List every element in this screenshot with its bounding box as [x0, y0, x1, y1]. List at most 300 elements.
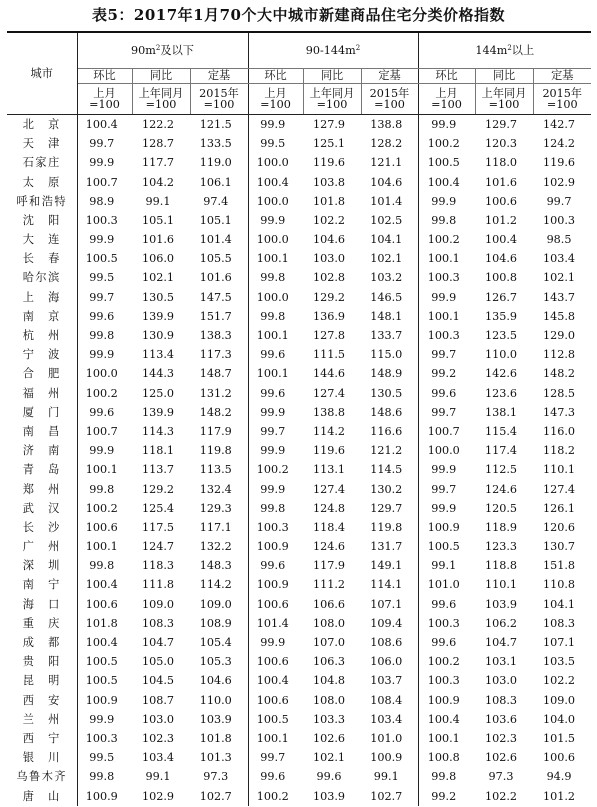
value-cell: 105.4 [199, 636, 232, 650]
value-cell: 99.6 [316, 770, 342, 784]
city-cell: 天 津 [7, 134, 77, 153]
value-cell: 101.5 [543, 731, 576, 745]
value-cell: 100.5 [248, 710, 303, 729]
value-cell: 117.5 [141, 520, 175, 534]
value-cell: 135.9 [485, 309, 518, 323]
table-row [7, 576, 591, 595]
value-cell: 117.4 [485, 444, 518, 458]
value-cell: 106.6 [313, 597, 346, 611]
value-cell: 104.1 [370, 233, 403, 247]
value-cell: 106.3 [313, 655, 346, 669]
value-cell: 104.6 [370, 175, 403, 189]
value-cell: 130.5 [370, 386, 403, 400]
value-cell: 99.7 [248, 422, 303, 441]
value-cell: 118.8 [485, 559, 518, 573]
value-cell: 104.6 [485, 252, 518, 266]
value-cell: 117.9 [199, 424, 232, 438]
value-cell: 100.6 [248, 652, 303, 671]
value-cell: 100.0 [418, 441, 475, 460]
subcol-header: 同比 [132, 69, 190, 84]
value-cell: 101.2 [485, 213, 518, 227]
value-cell: 111.8 [141, 578, 175, 592]
value-cell: 100.4 [248, 671, 303, 690]
base-header: 2015年 =100 [533, 84, 591, 115]
value-cell: 114.2 [199, 578, 232, 592]
value-cell: 100.6 [248, 691, 303, 710]
value-cell: 105.3 [199, 655, 232, 669]
value-cell: 103.6 [485, 712, 518, 726]
value-cell: 100.4 [248, 173, 303, 192]
value-cell: 99.7 [248, 748, 303, 767]
value-cell: 102.7 [370, 789, 403, 803]
value-cell: 126.1 [543, 501, 576, 515]
table-body [7, 115, 591, 806]
value-cell: 102.2 [485, 789, 518, 803]
value-cell: 99.9 [418, 288, 475, 307]
value-cell: 132.2 [199, 540, 232, 554]
value-cell: 103.0 [313, 252, 346, 266]
value-cell: 102.1 [313, 751, 346, 765]
value-cell: 99.6 [89, 309, 115, 323]
value-cell: 114.2 [313, 424, 346, 438]
value-cell: 99.6 [89, 405, 115, 419]
value-cell: 99.9 [418, 460, 475, 479]
value-cell: 102.9 [141, 789, 175, 803]
value-cell: 99.9 [248, 480, 303, 499]
value-cell: 111.2 [313, 578, 346, 592]
value-cell: 99.1 [418, 556, 475, 575]
value-cell: 124.2 [543, 137, 576, 151]
value-cell: 148.1 [370, 309, 403, 323]
value-cell: 124.7 [141, 540, 175, 554]
value-cell: 98.5 [546, 233, 572, 247]
base-header: 2015年 =100 [361, 84, 418, 115]
table-row [7, 633, 591, 652]
value-cell: 103.2 [370, 271, 403, 285]
value-cell: 128.5 [543, 386, 576, 400]
value-cell: 101.0 [418, 576, 475, 595]
city-cell: 成 都 [7, 633, 77, 652]
city-cell: 福 州 [7, 384, 77, 403]
value-cell: 103.4 [370, 712, 403, 726]
value-cell: 100.2 [418, 652, 475, 671]
value-cell: 108.3 [141, 616, 175, 630]
value-cell: 107.1 [543, 636, 576, 650]
value-cell: 100.7 [85, 175, 118, 189]
value-cell: 104.1 [543, 597, 576, 611]
value-cell: 100.3 [418, 326, 475, 345]
table-row [7, 460, 591, 479]
value-cell: 131.2 [199, 386, 232, 400]
value-cell: 117.3 [199, 348, 232, 362]
value-cell: 102.6 [313, 731, 346, 745]
value-cell: 127.4 [313, 386, 346, 400]
value-cell: 129.2 [313, 290, 346, 304]
value-cell: 126.7 [485, 290, 518, 304]
table-row [7, 480, 591, 499]
value-cell: 103.4 [543, 252, 576, 266]
value-cell: 103.9 [485, 597, 518, 611]
value-cell: 133.5 [199, 137, 232, 151]
value-cell: 100.0 [248, 230, 303, 249]
table-row [7, 307, 591, 326]
value-cell: 115.4 [485, 424, 518, 438]
value-cell: 99.6 [248, 345, 303, 364]
value-cell: 145.8 [543, 309, 576, 323]
subcol-header: 定基 [361, 69, 418, 84]
value-cell: 99.6 [418, 384, 475, 403]
value-cell: 99.9 [248, 115, 303, 135]
value-cell: 103.1 [485, 655, 518, 669]
value-cell: 108.3 [485, 693, 518, 707]
value-cell: 101.2 [543, 789, 576, 803]
value-cell: 100.2 [418, 230, 475, 249]
value-cell: 108.6 [370, 636, 403, 650]
value-cell: 103.9 [313, 789, 346, 803]
city-cell: 郑 州 [7, 480, 77, 499]
base-header: 上月 =100 [248, 84, 303, 115]
value-cell: 100.7 [418, 422, 475, 441]
value-cell: 99.9 [418, 499, 475, 518]
value-cell: 128.2 [370, 137, 403, 151]
value-cell: 148.2 [199, 405, 232, 419]
value-cell: 102.1 [370, 252, 403, 266]
value-cell: 99.6 [248, 556, 303, 575]
city-cell: 海 口 [7, 595, 77, 614]
value-cell: 99.6 [248, 767, 303, 786]
subcol-header: 同比 [303, 69, 361, 84]
value-cell: 120.5 [485, 501, 518, 515]
value-cell: 100.9 [85, 693, 118, 707]
value-cell: 120.6 [543, 520, 576, 534]
value-cell: 110.1 [485, 578, 518, 592]
city-cell: 济 南 [7, 441, 77, 460]
value-cell: 112.5 [485, 463, 518, 477]
value-cell: 148.6 [370, 405, 403, 419]
value-cell: 116.6 [370, 424, 403, 438]
value-cell: 100.5 [85, 252, 118, 266]
value-cell: 101.8 [313, 194, 346, 208]
value-cell: 120.3 [485, 137, 518, 151]
value-cell: 100.9 [418, 518, 475, 537]
city-cell: 深 圳 [7, 556, 77, 575]
value-cell: 124.8 [313, 501, 346, 515]
value-cell: 104.7 [485, 636, 518, 650]
base-header: 上月 =100 [418, 84, 475, 115]
value-cell: 148.3 [199, 559, 232, 573]
table-row [7, 384, 591, 403]
value-cell: 106.2 [485, 616, 518, 630]
value-cell: 101.4 [248, 614, 303, 633]
value-cell: 99.9 [89, 444, 115, 458]
city-cell: 北 京 [7, 115, 77, 135]
value-cell: 110.1 [543, 463, 576, 477]
value-cell: 100.0 [85, 367, 118, 381]
value-cell: 99.9 [89, 233, 115, 247]
value-cell: 99.8 [418, 211, 475, 230]
value-cell: 100.4 [485, 233, 518, 247]
value-cell: 104.5 [141, 674, 175, 688]
value-cell: 106.0 [141, 252, 175, 266]
base-header: 上年同月 =100 [303, 84, 361, 115]
value-cell: 144.3 [141, 367, 175, 381]
value-cell: 100.1 [248, 729, 303, 748]
value-cell: 100.1 [248, 364, 303, 383]
value-cell: 119.6 [313, 156, 346, 170]
value-cell: 99.8 [248, 269, 303, 288]
value-cell: 100.4 [85, 636, 118, 650]
table-row [7, 595, 591, 614]
price-index-table [7, 31, 591, 806]
value-cell: 97.3 [488, 770, 514, 784]
value-cell: 103.9 [199, 712, 232, 726]
value-cell: 101.4 [199, 233, 232, 247]
value-cell: 127.4 [313, 482, 346, 496]
city-cell: 广 州 [7, 537, 77, 556]
value-cell: 102.8 [313, 271, 346, 285]
value-cell: 100.6 [85, 520, 118, 534]
value-cell: 100.2 [248, 787, 303, 806]
value-cell: 101.6 [199, 271, 232, 285]
table-row [7, 364, 591, 383]
value-cell: 130.7 [543, 540, 576, 554]
value-cell: 129.0 [543, 329, 576, 343]
value-cell: 100.3 [418, 614, 475, 633]
city-cell: 南 昌 [7, 422, 77, 441]
value-cell: 110.8 [543, 578, 576, 592]
value-cell: 100.2 [85, 386, 118, 400]
city-cell: 西 宁 [7, 729, 77, 748]
subcol-header: 环比 [248, 69, 303, 84]
value-cell: 129.7 [370, 501, 403, 515]
value-cell: 117.7 [141, 156, 175, 170]
city-cell: 南 京 [7, 307, 77, 326]
value-cell: 100.5 [418, 537, 475, 556]
value-cell: 99.9 [248, 441, 303, 460]
value-cell: 100.3 [543, 213, 576, 227]
value-cell: 110.0 [199, 693, 232, 707]
value-cell: 127.4 [543, 482, 576, 496]
value-cell: 118.0 [485, 156, 518, 170]
value-cell: 102.6 [485, 751, 518, 765]
table-row [7, 326, 591, 345]
value-cell: 112.8 [543, 348, 576, 362]
value-cell: 103.8 [313, 175, 346, 189]
value-cell: 99.5 [89, 751, 115, 765]
value-cell: 100.2 [248, 460, 303, 479]
city-cell: 石家庄 [7, 153, 77, 172]
value-cell: 104.6 [199, 674, 232, 688]
value-cell: 99.7 [418, 403, 475, 422]
value-cell: 146.5 [370, 290, 403, 304]
value-cell: 99.9 [89, 156, 115, 170]
base-header: 上年同月 =100 [475, 84, 533, 115]
value-cell: 101.0 [370, 731, 403, 745]
city-cell: 贵 阳 [7, 652, 77, 671]
value-cell: 103.3 [313, 712, 346, 726]
value-cell: 142.6 [485, 367, 518, 381]
table-row [7, 173, 591, 192]
value-cell: 100.9 [370, 751, 403, 765]
value-cell: 133.7 [370, 329, 403, 343]
value-cell: 108.3 [543, 616, 576, 630]
table-row [7, 115, 591, 135]
value-cell: 99.2 [418, 364, 475, 383]
value-cell: 99.9 [248, 211, 303, 230]
value-cell: 99.8 [418, 767, 475, 786]
value-cell: 100.4 [418, 173, 475, 192]
value-cell: 138.1 [485, 405, 518, 419]
city-cell: 合 肥 [7, 364, 77, 383]
value-cell: 149.1 [370, 559, 403, 573]
value-cell: 138.3 [199, 329, 232, 343]
value-cell: 99.7 [418, 345, 475, 364]
value-cell: 129.2 [141, 482, 175, 496]
group-header: $144m^2$以上 [418, 32, 591, 69]
value-cell: 99.9 [418, 115, 475, 135]
value-cell: 119.8 [199, 444, 232, 458]
table-row [7, 499, 591, 518]
city-cell: 太 原 [7, 173, 77, 192]
value-cell: 124.6 [313, 540, 346, 554]
value-cell: 114.3 [141, 424, 175, 438]
value-cell: 100.2 [85, 501, 118, 515]
value-cell: 121.5 [199, 117, 232, 131]
value-cell: 97.3 [203, 770, 229, 784]
value-cell: 115.0 [370, 348, 403, 362]
table-row [7, 787, 591, 806]
value-cell: 101.4 [370, 194, 403, 208]
value-cell: 125.4 [141, 501, 175, 515]
value-cell: 109.0 [141, 597, 175, 611]
value-cell: 123.5 [485, 329, 518, 343]
value-cell: 102.7 [199, 789, 232, 803]
value-cell: 116.0 [543, 424, 576, 438]
table-row [7, 211, 591, 230]
city-cell: 唐 山 [7, 787, 77, 806]
value-cell: 100.4 [85, 578, 118, 592]
table-row [7, 537, 591, 556]
table-row [7, 288, 591, 307]
table-row [7, 556, 591, 575]
value-cell: 119.6 [543, 156, 576, 170]
value-cell: 113.5 [199, 463, 232, 477]
city-cell: 武 汉 [7, 499, 77, 518]
value-cell: 105.5 [199, 252, 232, 266]
value-cell: 121.1 [370, 156, 403, 170]
value-cell: 101.8 [199, 731, 232, 745]
value-cell: 100.1 [418, 729, 475, 748]
table-row [7, 748, 591, 767]
city-cell: 沈 阳 [7, 211, 77, 230]
value-cell: 100.0 [248, 192, 303, 211]
value-cell: 101.3 [199, 751, 232, 765]
value-cell: 103.0 [141, 712, 175, 726]
value-cell: 102.9 [543, 175, 576, 189]
table-row [7, 192, 591, 211]
value-cell: 108.4 [370, 693, 403, 707]
value-cell: 105.1 [199, 213, 232, 227]
value-cell: 100.4 [85, 117, 118, 131]
value-cell: 99.6 [418, 595, 475, 614]
value-cell: 100.6 [543, 751, 576, 765]
value-cell: 113.4 [141, 348, 175, 362]
city-cell: 大 连 [7, 230, 77, 249]
value-cell: 102.3 [141, 731, 175, 745]
value-cell: 100.3 [248, 518, 303, 537]
value-cell: 100.1 [248, 249, 303, 268]
value-cell: 121.2 [370, 444, 403, 458]
value-cell: 102.1 [141, 271, 175, 285]
value-cell: 99.8 [248, 307, 303, 326]
value-cell: 107.1 [370, 597, 403, 611]
city-cell: 南 宁 [7, 576, 77, 595]
value-cell: 110.0 [485, 348, 518, 362]
table-row [7, 422, 591, 441]
subcol-header: 定基 [533, 69, 591, 84]
value-cell: 99.9 [248, 633, 303, 652]
subcol-header: 同比 [475, 69, 533, 84]
city-cell: 乌鲁木齐 [7, 767, 77, 786]
city-cell: 重 庆 [7, 614, 77, 633]
subcol-header: 定基 [190, 69, 248, 84]
city-cell: 呼和浩特 [7, 192, 77, 211]
value-cell: 103.0 [485, 674, 518, 688]
city-cell: 厦 门 [7, 403, 77, 422]
value-cell: 117.1 [199, 520, 232, 534]
base-header: 上月 =100 [77, 84, 132, 115]
value-cell: 99.9 [418, 192, 475, 211]
city-cell: 上 海 [7, 288, 77, 307]
value-cell: 99.7 [546, 194, 572, 208]
value-cell: 113.7 [141, 463, 175, 477]
value-cell: 100.0 [248, 153, 303, 172]
value-cell: 128.7 [141, 137, 175, 151]
value-cell: 118.1 [141, 444, 175, 458]
city-cell: 银 川 [7, 748, 77, 767]
value-cell: 103.5 [543, 655, 576, 669]
value-cell: 99.5 [89, 271, 115, 285]
value-cell: 101.6 [485, 175, 518, 189]
value-cell: 148.2 [543, 367, 576, 381]
value-cell: 100.9 [418, 691, 475, 710]
value-cell: 100.9 [248, 537, 303, 556]
value-cell: 118.3 [141, 559, 175, 573]
value-cell: 104.6 [313, 233, 346, 247]
base-header: 2015年 =100 [190, 84, 248, 115]
table-row [7, 153, 591, 172]
value-cell: 142.7 [543, 117, 576, 131]
value-cell: 102.1 [543, 271, 576, 285]
value-cell: 114.1 [370, 578, 403, 592]
value-cell: 136.9 [313, 309, 346, 323]
value-cell: 148.9 [370, 367, 403, 381]
value-cell: 99.7 [89, 137, 115, 151]
city-cell: 杭 州 [7, 326, 77, 345]
value-cell: 119.6 [313, 444, 346, 458]
city-cell: 长 春 [7, 249, 77, 268]
value-cell: 130.5 [141, 290, 175, 304]
value-cell: 100.3 [85, 731, 118, 745]
table-row [7, 518, 591, 537]
value-cell: 99.8 [89, 482, 115, 496]
table-row [7, 230, 591, 249]
value-cell: 125.0 [141, 386, 175, 400]
value-cell: 99.9 [89, 348, 115, 362]
value-cell: 138.8 [313, 405, 346, 419]
value-cell: 100.3 [85, 213, 118, 227]
value-cell: 113.1 [313, 463, 346, 477]
